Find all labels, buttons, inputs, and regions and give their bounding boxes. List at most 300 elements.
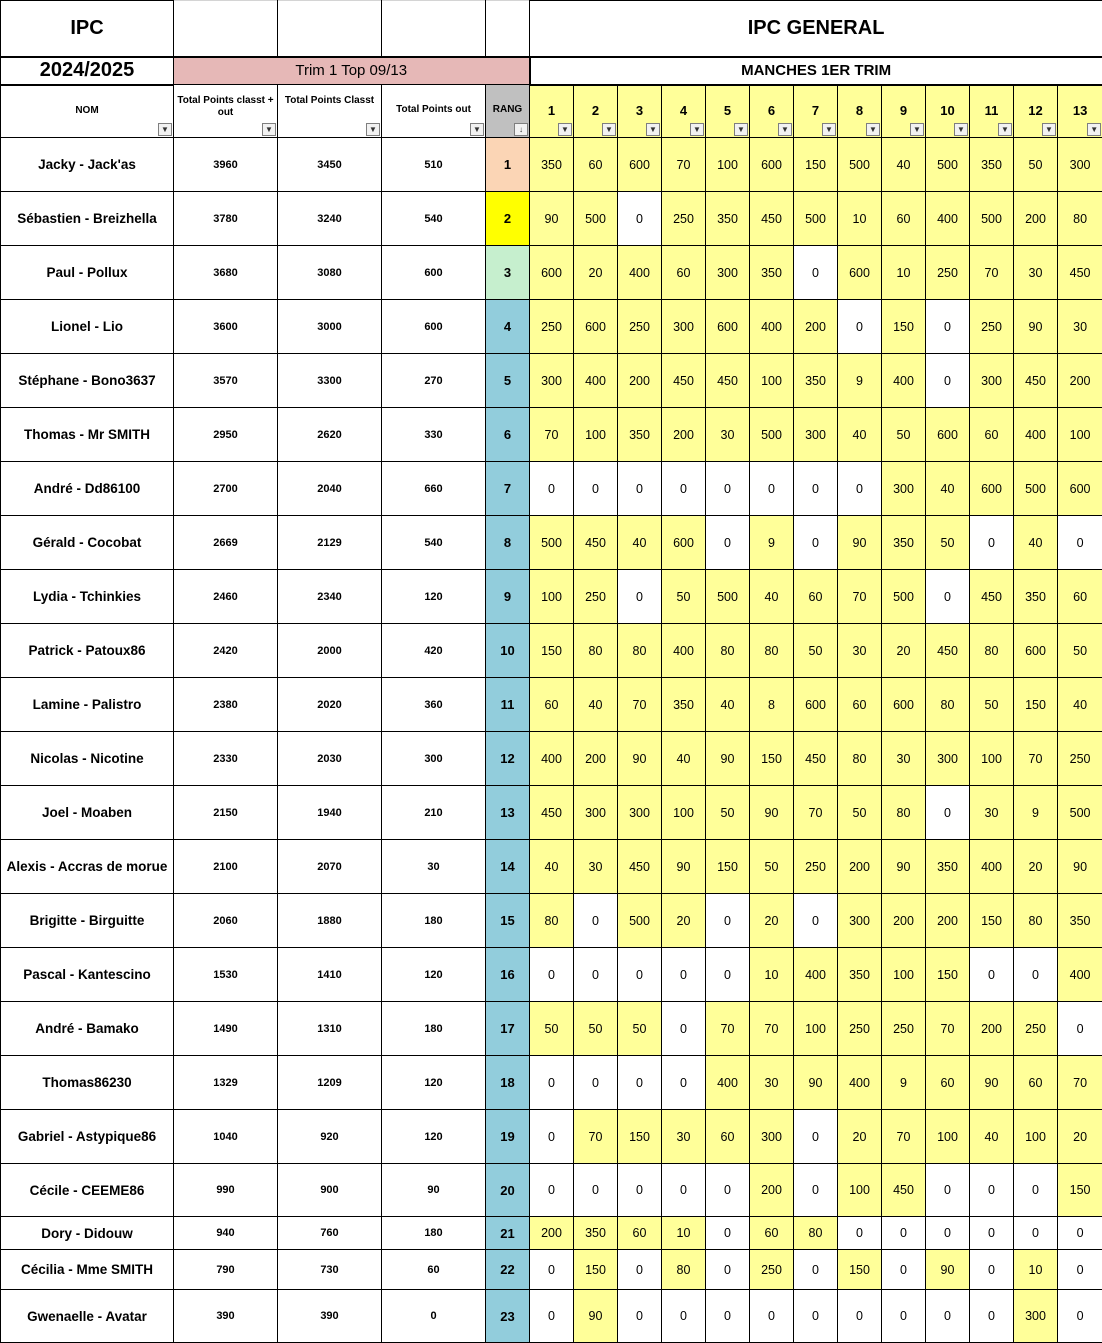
score-cell[interactable]: 20	[1014, 840, 1058, 894]
score-cell[interactable]: 90	[1014, 300, 1058, 354]
score-cell[interactable]: 500	[882, 570, 926, 624]
rank-cell[interactable]: 14	[486, 840, 530, 894]
score-cell[interactable]: 400	[838, 1056, 882, 1110]
score-cell[interactable]: 0	[706, 894, 750, 948]
player-name-cell[interactable]: Pascal - Kantescino	[1, 948, 174, 1002]
score-cell[interactable]: 250	[794, 840, 838, 894]
score-cell[interactable]: 400	[706, 1056, 750, 1110]
score-cell[interactable]: 0	[618, 1056, 662, 1110]
score-cell[interactable]: 60	[926, 1056, 970, 1110]
total-points-cell[interactable]: 2100	[174, 840, 278, 894]
score-cell[interactable]: 300	[706, 246, 750, 300]
out-points-cell[interactable]: 90	[382, 1164, 486, 1217]
filter-dropdown-icon[interactable]: ▼	[866, 123, 880, 136]
empty-cell[interactable]	[278, 1, 382, 57]
score-cell[interactable]: 350	[750, 246, 794, 300]
classt-points-cell[interactable]: 1940	[278, 786, 382, 840]
player-name-cell[interactable]: André - Dd86100	[1, 462, 174, 516]
out-points-cell[interactable]: 60	[382, 1250, 486, 1290]
score-cell[interactable]: 250	[530, 300, 574, 354]
score-cell[interactable]: 350	[926, 840, 970, 894]
rank-cell[interactable]: 11	[486, 678, 530, 732]
classt-points-cell[interactable]: 3450	[278, 138, 382, 192]
score-cell[interactable]: 500	[970, 192, 1014, 246]
score-cell[interactable]: 0	[1014, 1164, 1058, 1217]
score-cell[interactable]: 0	[706, 1217, 750, 1250]
score-cell[interactable]: 50	[750, 840, 794, 894]
score-cell[interactable]: 600	[970, 462, 1014, 516]
player-name-cell[interactable]: Patrick - Patoux86	[1, 624, 174, 678]
classt-points-cell[interactable]: 1310	[278, 1002, 382, 1056]
score-cell[interactable]: 80	[926, 678, 970, 732]
rank-cell[interactable]: 10	[486, 624, 530, 678]
score-cell[interactable]: 200	[882, 894, 926, 948]
score-cell[interactable]: 90	[926, 1250, 970, 1290]
score-cell[interactable]: 90	[750, 786, 794, 840]
col-header-round-3[interactable]	[618, 85, 662, 138]
classt-points-cell[interactable]: 2040	[278, 462, 382, 516]
score-cell[interactable]: 90	[618, 732, 662, 786]
total-points-cell[interactable]: 3680	[174, 246, 278, 300]
score-cell[interactable]: 0	[530, 1250, 574, 1290]
filter-dropdown-icon[interactable]: ▼	[366, 123, 380, 136]
filter-dropdown-icon[interactable]: ▼	[558, 123, 572, 136]
col-header-round-4[interactable]	[662, 85, 706, 138]
classt-points-cell[interactable]: 760	[278, 1217, 382, 1250]
score-cell[interactable]: 0	[750, 462, 794, 516]
player-name-cell[interactable]: Paul - Pollux	[1, 246, 174, 300]
out-points-cell[interactable]: 360	[382, 678, 486, 732]
total-points-cell[interactable]: 990	[174, 1164, 278, 1217]
score-cell[interactable]: 50	[970, 678, 1014, 732]
rank-cell[interactable]: 4	[486, 300, 530, 354]
score-cell[interactable]: 50	[926, 516, 970, 570]
score-cell[interactable]: 200	[926, 894, 970, 948]
score-cell[interactable]: 30	[706, 408, 750, 462]
score-cell[interactable]: 600	[794, 678, 838, 732]
score-cell[interactable]: 250	[1014, 1002, 1058, 1056]
total-points-cell[interactable]: 1530	[174, 948, 278, 1002]
score-cell[interactable]: 10	[750, 948, 794, 1002]
score-cell[interactable]: 100	[882, 948, 926, 1002]
classt-points-cell[interactable]: 2070	[278, 840, 382, 894]
rank-cell[interactable]: 9	[486, 570, 530, 624]
total-points-cell[interactable]: 2460	[174, 570, 278, 624]
score-cell[interactable]: 600	[706, 300, 750, 354]
score-cell[interactable]: 90	[882, 840, 926, 894]
filter-dropdown-icon[interactable]: ▼	[158, 123, 172, 136]
score-cell[interactable]: 0	[706, 516, 750, 570]
filter-dropdown-icon[interactable]: ▼	[602, 123, 616, 136]
score-cell[interactable]: 400	[530, 732, 574, 786]
score-cell[interactable]: 70	[970, 246, 1014, 300]
col-header-round-5[interactable]	[706, 85, 750, 138]
score-cell[interactable]: 200	[662, 408, 706, 462]
out-points-cell[interactable]: 270	[382, 354, 486, 408]
score-cell[interactable]: 0	[662, 1002, 706, 1056]
classt-points-cell[interactable]: 3000	[278, 300, 382, 354]
score-cell[interactable]: 30	[574, 840, 618, 894]
score-cell[interactable]: 250	[574, 570, 618, 624]
score-cell[interactable]: 150	[1058, 1164, 1102, 1217]
total-points-cell[interactable]: 3600	[174, 300, 278, 354]
score-cell[interactable]: 600	[530, 246, 574, 300]
score-cell[interactable]: 50	[1014, 138, 1058, 192]
score-cell[interactable]: 80	[618, 624, 662, 678]
score-cell[interactable]: 250	[662, 192, 706, 246]
score-cell[interactable]: 50	[794, 624, 838, 678]
score-cell[interactable]: 0	[706, 1250, 750, 1290]
score-cell[interactable]: 350	[1058, 894, 1102, 948]
score-cell[interactable]: 600	[618, 138, 662, 192]
score-cell[interactable]: 0	[618, 1250, 662, 1290]
player-name-cell[interactable]: Cécile - CEEME86	[1, 1164, 174, 1217]
score-cell[interactable]: 400	[1014, 408, 1058, 462]
score-cell[interactable]: 250	[618, 300, 662, 354]
score-cell[interactable]: 0	[838, 1217, 882, 1250]
score-cell[interactable]: 400	[618, 246, 662, 300]
score-cell[interactable]: 600	[838, 246, 882, 300]
col-header-rang[interactable]	[486, 85, 530, 138]
score-cell[interactable]: 100	[926, 1110, 970, 1164]
empty-cell[interactable]	[174, 1, 278, 57]
score-cell[interactable]: 450	[574, 516, 618, 570]
score-cell[interactable]: 0	[750, 1290, 794, 1343]
score-cell[interactable]: 90	[1058, 840, 1102, 894]
player-name-cell[interactable]: Brigitte - Birguitte	[1, 894, 174, 948]
score-cell[interactable]: 300	[530, 354, 574, 408]
score-cell[interactable]: 40	[750, 570, 794, 624]
score-cell[interactable]: 30	[750, 1056, 794, 1110]
score-cell[interactable]: 50	[1058, 624, 1102, 678]
score-cell[interactable]: 70	[1014, 732, 1058, 786]
out-points-cell[interactable]: 660	[382, 462, 486, 516]
col-header-round-8[interactable]	[838, 85, 882, 138]
classt-points-cell[interactable]: 2020	[278, 678, 382, 732]
score-cell[interactable]: 450	[750, 192, 794, 246]
score-cell[interactable]: 0	[574, 948, 618, 1002]
score-cell[interactable]: 10	[882, 246, 926, 300]
filter-dropdown-icon[interactable]: ▼	[470, 123, 484, 136]
score-cell[interactable]: 0	[794, 516, 838, 570]
player-name-cell[interactable]: Cécilia - Mme SMITH	[1, 1250, 174, 1290]
score-cell[interactable]: 100	[1014, 1110, 1058, 1164]
score-cell[interactable]: 150	[926, 948, 970, 1002]
score-cell[interactable]: 200	[1014, 192, 1058, 246]
score-cell[interactable]: 60	[794, 570, 838, 624]
score-cell[interactable]: 50	[574, 1002, 618, 1056]
score-cell[interactable]: 50	[618, 1002, 662, 1056]
score-cell[interactable]: 40	[662, 732, 706, 786]
score-cell[interactable]: 20	[750, 894, 794, 948]
score-cell[interactable]: 60	[882, 192, 926, 246]
score-cell[interactable]: 100	[574, 408, 618, 462]
out-points-cell[interactable]: 510	[382, 138, 486, 192]
total-points-cell[interactable]: 2330	[174, 732, 278, 786]
score-cell[interactable]: 500	[530, 516, 574, 570]
rank-cell[interactable]: 3	[486, 246, 530, 300]
score-cell[interactable]: 0	[574, 1164, 618, 1217]
player-name-cell[interactable]: Joel - Moaben	[1, 786, 174, 840]
score-cell[interactable]: 60	[530, 678, 574, 732]
rank-cell[interactable]: 1	[486, 138, 530, 192]
score-cell[interactable]: 100	[970, 732, 1014, 786]
score-cell[interactable]: 50	[706, 786, 750, 840]
classt-points-cell[interactable]: 390	[278, 1290, 382, 1343]
score-cell[interactable]: 600	[750, 138, 794, 192]
player-name-cell[interactable]: Thomas86230	[1, 1056, 174, 1110]
rank-cell[interactable]: 13	[486, 786, 530, 840]
score-cell[interactable]: 200	[618, 354, 662, 408]
score-cell[interactable]: 100	[662, 786, 706, 840]
score-cell[interactable]: 90	[574, 1290, 618, 1343]
col-header-round-1[interactable]	[530, 85, 574, 138]
score-cell[interactable]: 350	[1014, 570, 1058, 624]
out-points-cell[interactable]: 600	[382, 300, 486, 354]
score-cell[interactable]: 300	[662, 300, 706, 354]
score-cell[interactable]: 300	[1058, 138, 1102, 192]
rank-cell[interactable]: 20	[486, 1164, 530, 1217]
score-cell[interactable]: 0	[970, 1164, 1014, 1217]
score-cell[interactable]: 600	[1014, 624, 1058, 678]
score-cell[interactable]: 30	[662, 1110, 706, 1164]
total-points-cell[interactable]: 1040	[174, 1110, 278, 1164]
score-cell[interactable]: 70	[926, 1002, 970, 1056]
score-cell[interactable]: 30	[838, 624, 882, 678]
score-cell[interactable]: 0	[926, 1290, 970, 1343]
score-cell[interactable]: 0	[1058, 516, 1102, 570]
score-cell[interactable]: 80	[882, 786, 926, 840]
rank-cell[interactable]: 17	[486, 1002, 530, 1056]
score-cell[interactable]: 70	[662, 138, 706, 192]
score-cell[interactable]: 500	[1014, 462, 1058, 516]
score-cell[interactable]: 400	[662, 624, 706, 678]
score-cell[interactable]: 250	[750, 1250, 794, 1290]
score-cell[interactable]: 90	[970, 1056, 1014, 1110]
rank-cell[interactable]: 22	[486, 1250, 530, 1290]
score-cell[interactable]: 0	[706, 948, 750, 1002]
col-header-round-11[interactable]	[970, 85, 1014, 138]
score-cell[interactable]: 350	[574, 1217, 618, 1250]
score-cell[interactable]: 200	[750, 1164, 794, 1217]
score-cell[interactable]: 40	[970, 1110, 1014, 1164]
score-cell[interactable]: 350	[706, 192, 750, 246]
score-cell[interactable]: 20	[1058, 1110, 1102, 1164]
score-cell[interactable]: 0	[662, 948, 706, 1002]
col-header-round-6[interactable]	[750, 85, 794, 138]
score-cell[interactable]: 60	[662, 246, 706, 300]
classt-points-cell[interactable]: 3080	[278, 246, 382, 300]
score-cell[interactable]: 0	[618, 1290, 662, 1343]
score-cell[interactable]: 100	[1058, 408, 1102, 462]
player-name-cell[interactable]: Lamine - Palistro	[1, 678, 174, 732]
out-points-cell[interactable]: 120	[382, 1056, 486, 1110]
score-cell[interactable]: 250	[1058, 732, 1102, 786]
score-cell[interactable]: 60	[706, 1110, 750, 1164]
score-cell[interactable]: 500	[706, 570, 750, 624]
filter-dropdown-icon[interactable]: ▼	[778, 123, 792, 136]
score-cell[interactable]: 450	[618, 840, 662, 894]
player-name-cell[interactable]: Dory - Didouw	[1, 1217, 174, 1250]
out-points-cell[interactable]: 180	[382, 894, 486, 948]
classt-points-cell[interactable]: 1880	[278, 894, 382, 948]
score-cell[interactable]: 450	[1014, 354, 1058, 408]
out-points-cell[interactable]: 210	[382, 786, 486, 840]
score-cell[interactable]: 40	[1014, 516, 1058, 570]
score-cell[interactable]: 0	[970, 516, 1014, 570]
score-cell[interactable]: 9	[838, 354, 882, 408]
score-cell[interactable]: 0	[926, 354, 970, 408]
score-cell[interactable]: 450	[882, 1164, 926, 1217]
score-cell[interactable]: 0	[882, 1250, 926, 1290]
score-cell[interactable]: 0	[1014, 1217, 1058, 1250]
score-cell[interactable]: 80	[662, 1250, 706, 1290]
score-cell[interactable]: 0	[794, 894, 838, 948]
score-cell[interactable]: 0	[618, 192, 662, 246]
score-cell[interactable]: 200	[838, 840, 882, 894]
score-cell[interactable]: 0	[618, 570, 662, 624]
score-cell[interactable]: 400	[794, 948, 838, 1002]
classt-points-cell[interactable]: 730	[278, 1250, 382, 1290]
score-cell[interactable]: 350	[662, 678, 706, 732]
score-cell[interactable]: 0	[794, 1110, 838, 1164]
score-cell[interactable]: 300	[970, 354, 1014, 408]
score-cell[interactable]: 80	[1058, 192, 1102, 246]
score-cell[interactable]: 80	[750, 624, 794, 678]
score-cell[interactable]: 40	[706, 678, 750, 732]
classt-points-cell[interactable]: 2129	[278, 516, 382, 570]
score-cell[interactable]: 150	[970, 894, 1014, 948]
total-points-cell[interactable]: 2380	[174, 678, 278, 732]
score-cell[interactable]: 80	[530, 894, 574, 948]
rank-cell[interactable]: 19	[486, 1110, 530, 1164]
score-cell[interactable]: 50	[882, 408, 926, 462]
player-name-cell[interactable]: Alexis - Accras de morue	[1, 840, 174, 894]
score-cell[interactable]: 200	[574, 732, 618, 786]
score-cell[interactable]: 300	[618, 786, 662, 840]
score-cell[interactable]: 150	[618, 1110, 662, 1164]
score-cell[interactable]: 200	[1058, 354, 1102, 408]
col-header-classt[interactable]	[278, 85, 382, 138]
col-header-round-2[interactable]	[574, 85, 618, 138]
out-points-cell[interactable]: 120	[382, 570, 486, 624]
score-cell[interactable]: 150	[706, 840, 750, 894]
score-cell[interactable]: 0	[970, 948, 1014, 1002]
score-cell[interactable]: 350	[530, 138, 574, 192]
score-cell[interactable]: 90	[662, 840, 706, 894]
total-points-cell[interactable]: 3960	[174, 138, 278, 192]
score-cell[interactable]: 40	[926, 462, 970, 516]
rank-cell[interactable]: 5	[486, 354, 530, 408]
player-name-cell[interactable]: Nicolas - Nicotine	[1, 732, 174, 786]
score-cell[interactable]: 10	[838, 192, 882, 246]
score-cell[interactable]: 70	[1058, 1056, 1102, 1110]
score-cell[interactable]: 350	[970, 138, 1014, 192]
score-cell[interactable]: 0	[530, 462, 574, 516]
score-cell[interactable]: 500	[618, 894, 662, 948]
score-cell[interactable]: 70	[838, 570, 882, 624]
score-cell[interactable]: 0	[706, 462, 750, 516]
score-cell[interactable]: 200	[530, 1217, 574, 1250]
rank-cell[interactable]: 15	[486, 894, 530, 948]
rank-cell[interactable]: 6	[486, 408, 530, 462]
score-cell[interactable]: 0	[794, 462, 838, 516]
player-name-cell[interactable]: André - Bamako	[1, 1002, 174, 1056]
score-cell[interactable]: 500	[750, 408, 794, 462]
score-cell[interactable]: 150	[882, 300, 926, 354]
score-cell[interactable]: 600	[926, 408, 970, 462]
score-cell[interactable]: 0	[618, 1164, 662, 1217]
player-name-cell[interactable]: Thomas - Mr SMITH	[1, 408, 174, 462]
player-name-cell[interactable]: Gwenaelle - Avatar	[1, 1290, 174, 1343]
score-cell[interactable]: 300	[1014, 1290, 1058, 1343]
score-cell[interactable]: 70	[618, 678, 662, 732]
score-cell[interactable]: 0	[970, 1250, 1014, 1290]
score-cell[interactable]: 450	[706, 354, 750, 408]
score-cell[interactable]: 300	[926, 732, 970, 786]
player-name-cell[interactable]: Stéphane - Bono3637	[1, 354, 174, 408]
score-cell[interactable]: 100	[838, 1164, 882, 1217]
rank-cell[interactable]: 16	[486, 948, 530, 1002]
score-cell[interactable]: 40	[838, 408, 882, 462]
score-cell[interactable]: 9	[1014, 786, 1058, 840]
classt-points-cell[interactable]: 2340	[278, 570, 382, 624]
score-cell[interactable]: 60	[838, 678, 882, 732]
score-cell[interactable]: 0	[530, 948, 574, 1002]
classt-points-cell[interactable]: 2000	[278, 624, 382, 678]
rank-cell[interactable]: 21	[486, 1217, 530, 1250]
score-cell[interactable]: 150	[838, 1250, 882, 1290]
score-cell[interactable]: 50	[662, 570, 706, 624]
score-cell[interactable]: 60	[1058, 570, 1102, 624]
total-points-cell[interactable]: 2150	[174, 786, 278, 840]
score-cell[interactable]: 0	[970, 1217, 1014, 1250]
total-points-cell[interactable]: 940	[174, 1217, 278, 1250]
score-cell[interactable]: 200	[970, 1002, 1014, 1056]
player-name-cell[interactable]: Sébastien - Breizhella	[1, 192, 174, 246]
score-cell[interactable]: 0	[794, 1164, 838, 1217]
filter-dropdown-icon[interactable]: ▼	[998, 123, 1012, 136]
classt-points-cell[interactable]: 920	[278, 1110, 382, 1164]
out-points-cell[interactable]: 0	[382, 1290, 486, 1343]
classt-points-cell[interactable]: 1209	[278, 1056, 382, 1110]
empty-cell[interactable]	[486, 1, 530, 57]
out-points-cell[interactable]: 300	[382, 732, 486, 786]
score-cell[interactable]: 0	[794, 1250, 838, 1290]
score-cell[interactable]: 40	[574, 678, 618, 732]
score-cell[interactable]: 30	[970, 786, 1014, 840]
score-cell[interactable]: 100	[750, 354, 794, 408]
score-cell[interactable]: 0	[662, 1290, 706, 1343]
player-name-cell[interactable]: Lionel - Lio	[1, 300, 174, 354]
score-cell[interactable]: 9	[750, 516, 794, 570]
score-cell[interactable]: 0	[794, 1290, 838, 1343]
classt-points-cell[interactable]: 1410	[278, 948, 382, 1002]
score-cell[interactable]: 10	[662, 1217, 706, 1250]
score-cell[interactable]: 150	[794, 138, 838, 192]
score-cell[interactable]: 0	[838, 1290, 882, 1343]
score-cell[interactable]: 250	[838, 1002, 882, 1056]
filter-dropdown-icon[interactable]: ▼	[1042, 123, 1056, 136]
score-cell[interactable]: 400	[750, 300, 794, 354]
filter-dropdown-icon[interactable]: ▼	[646, 123, 660, 136]
score-cell[interactable]: 150	[530, 624, 574, 678]
score-cell[interactable]: 0	[838, 300, 882, 354]
col-header-round-9[interactable]	[882, 85, 926, 138]
filter-dropdown-icon[interactable]: ▼	[262, 123, 276, 136]
out-points-cell[interactable]: 180	[382, 1217, 486, 1250]
col-header-round-10[interactable]	[926, 85, 970, 138]
